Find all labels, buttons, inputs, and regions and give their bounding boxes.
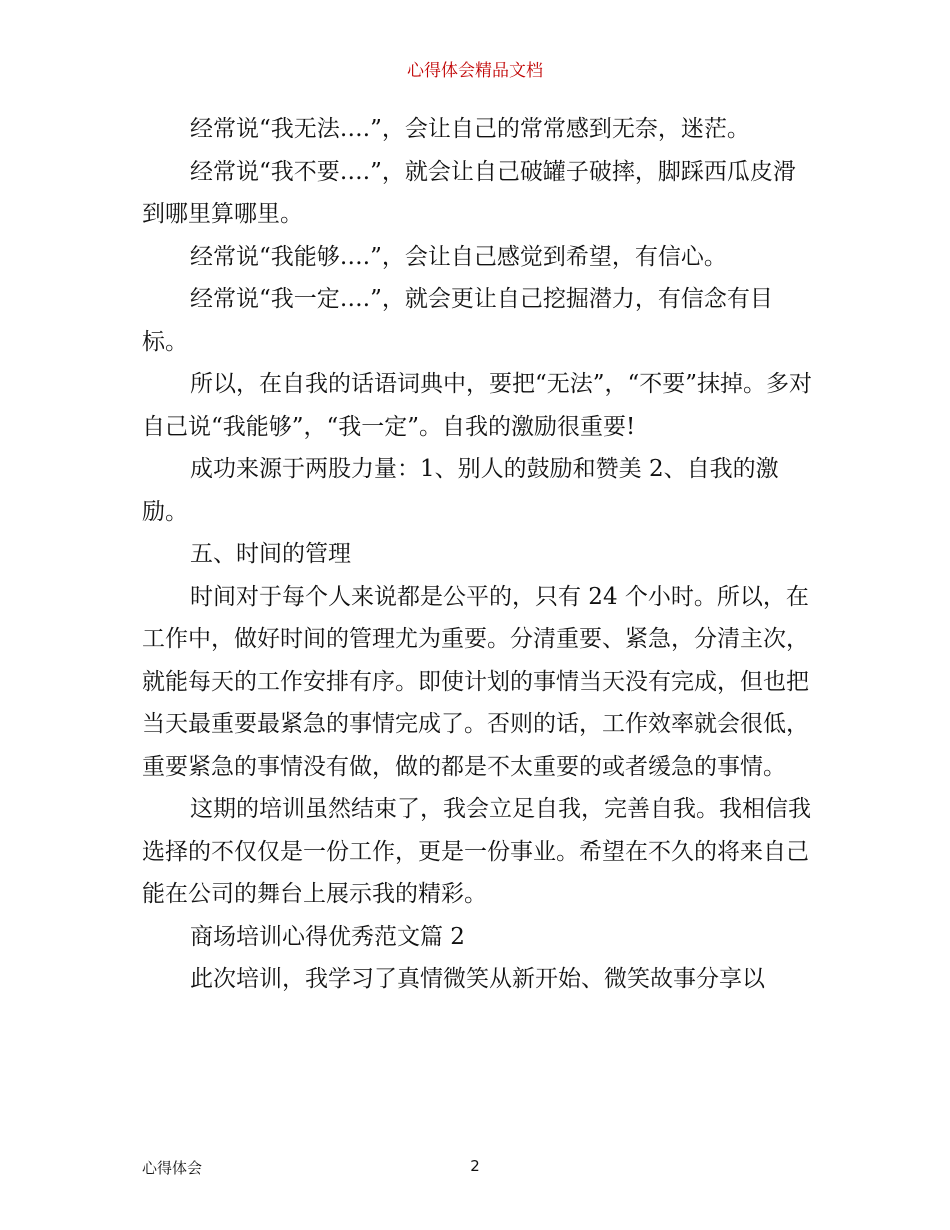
paragraph: 经常说“我不要….”，就会让自己破罐子破摔，脚踩西瓜皮滑到哪里算哪里。 [142, 158, 796, 227]
article-heading: 商场培训心得优秀范文篇 2 [190, 923, 465, 950]
paragraph: 此次培训，我学习了真情微笑从新开始、微笑故事分享以 [190, 966, 765, 992]
paragraph: 所以，在自我的话语词典中，要把“无法”，“不要”抹掉。多对自己说“我能够”，“我一定”。自我的激励很重要! [142, 371, 813, 440]
paragraph: 经常说“我能够….”，会让自己感觉到希望，有信心。 [190, 243, 727, 270]
footer-label: 心得体会 [142, 1159, 203, 1177]
document-body [142, 108, 814, 1001]
paragraph: 成功来源于两股力量：1、别人的鼓励和赞美 2、自我的激励。 [142, 456, 779, 525]
paragraph: 经常说“我无法….”，会让自己的常常感到无奈，迷茫。 [190, 116, 750, 142]
paragraph: 经常说“我一定….”，就会更让自己挖掘潜力，有信念有目标。 [142, 286, 773, 355]
page-number: 2 [470, 1157, 480, 1175]
paragraph: 时间对于每个人来说都是公平的，只有 24 个小时。所以，在工作中，做好时间的管理尤为重要。分清重要、紧急，分清主次，就能每天的工作安排有序。即使计划的事情当天没有完成，但也把当天最重要最紧急的事情完成了。否则的话，工作效率就会很低，重要紧急的事情没有做，做的都是不太重要的或者缓急的事情。 [142, 583, 809, 780]
page-header-title: 心得体会精品文档 [407, 61, 543, 81]
paragraph: 这期的培训虽然结束了，我会立足自我，完善自我。我相信我选择的不仅仅是一份工作，更是一份事业。希望在不久的将来自己能在公司的舞台上展示我的精彩。 [142, 796, 811, 907]
section-heading: 五、时间的管理 [190, 541, 351, 567]
